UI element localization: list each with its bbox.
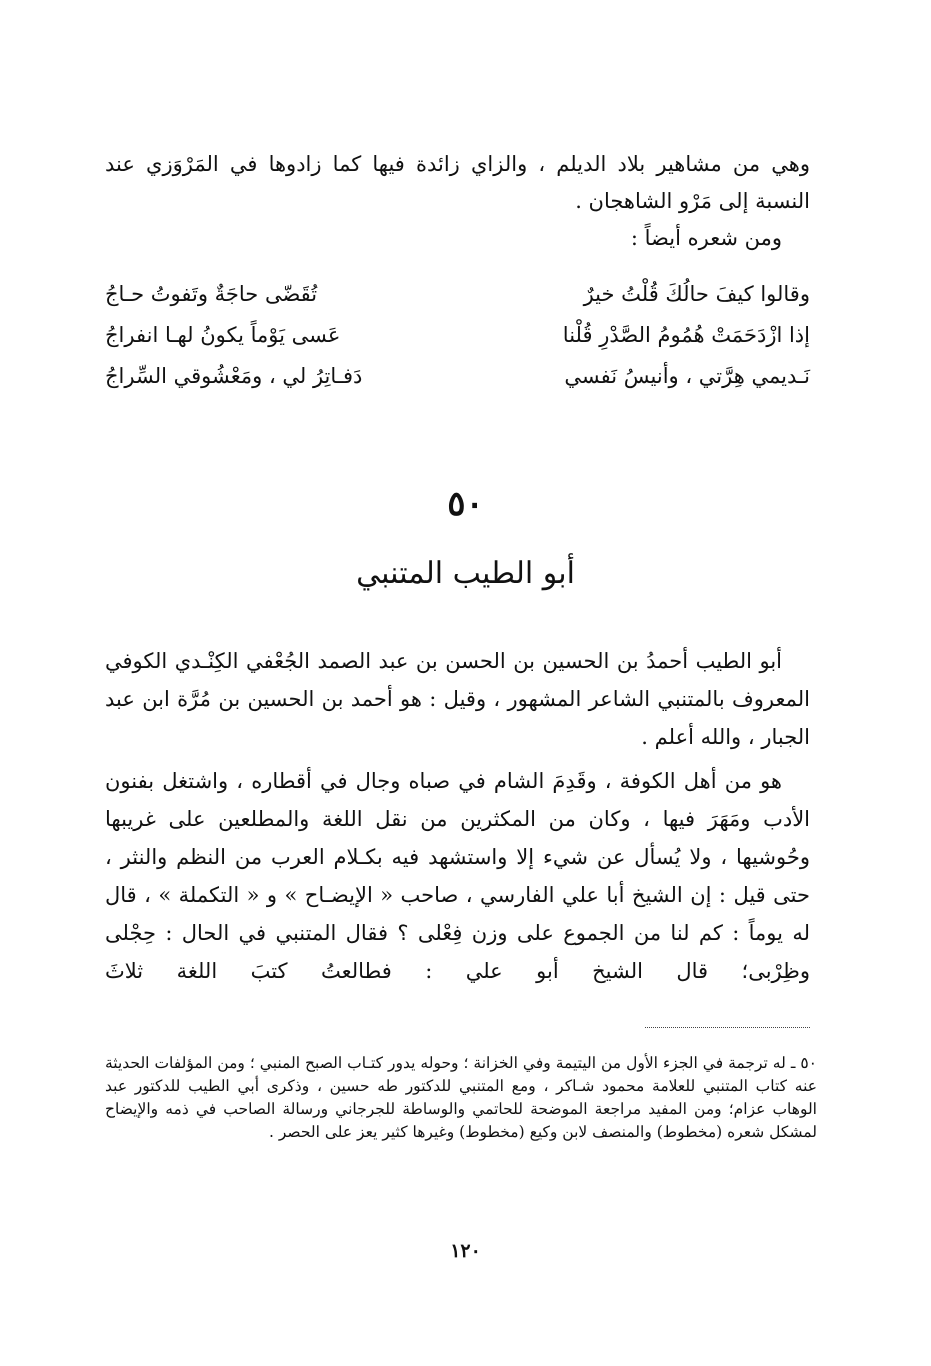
section-number: ٥٠ — [447, 484, 484, 524]
biography-paragraph: هو من أهل الكوفة ، وقَدِمَ الشام في صباه وجال في أقطاره ، واشتغل بفنون الأدب ومَهَرَ فيها ، وكان من المكثرين من نقل اللغة والمطلعين على غريبها وحُوشيها ، ولا يُسأل عن شيء إلا واستشهد فيه بكـلام العرب من النظم والنثر ، حتى قيل : إن الشيخ أبا علي الفارسي ، صاحب « الإيضـاح » و « التكملة » ، قال له يوماً : كم لنا من الجموع على وزن فِعْلى ؟ فقال المتنبي في الحال : حِجْلى وظِرْبى؛ قال الشيخ أبو علي : فطالعتُ كتبَ اللغة ثلاثَ — [105, 769, 810, 983]
footnote-text: ٥٠ ـ له ترجمة في الجزء الأول من اليتيمة وفي الخزانة ؛ وحوله يدور كتـاب الصبح المنبي ؛ ومن المؤلفات الحديثة عنه كتاب المتنبي للعلامة محمود شـاكر ، ومع المتنبي للدكتور طه حسين ، وذكرى أبي الطيب للدكتور عبد الوهاب عزام؛ ومن المفيد مراجعة الموضحة للحاتمي والوساطة للجرجاني ورسالة الصاحب في ذمه والإيضاح لمشكل شعره (مخطوط) والمنصف لابن وكيع (مخطوط) وغيرها كثير يعز على الحصر . — [105, 1054, 817, 1141]
verse-second-hemistich: تُقَضّى حاجَةٌ وتَفوتُ حـاجُ — [105, 282, 318, 306]
biography-text — [105, 642, 810, 990]
footnote — [105, 1052, 817, 1144]
verse-first-hemistich: نَـديمي هِرَّتي ، وأنيسُ نَفسي — [564, 364, 810, 388]
poem-verse — [105, 356, 810, 397]
intro-paragraph: وهي من مشاهير بلاد الديلم ، والزاي زائدة فيها كما زادوها في المَرْوَزي عند النسبة إلى مَرْو الشاهجان . — [105, 152, 810, 213]
verse-first-hemistich: وقالوا كيفَ حالُكَ قُلْتُ خيرٌ — [583, 282, 810, 306]
poem-verse — [105, 315, 810, 356]
page-number: ١٢٠ — [450, 1240, 481, 1262]
verse-second-hemistich: دَفـاتِرُ لي ، ومَعْشُوقي السِّراجُ — [105, 364, 363, 388]
poem — [105, 274, 810, 397]
intro-text — [105, 146, 810, 257]
biography-paragraph: أبو الطيب أحمدُ بن الحسين بن الحسن بن عبد الصمد الجُعْفي الكِنْـدي الكوفي المعروف بالمتنبي الشاعر المشهور ، وقيل : هو أحمد بن الحسين بن مُرَّة ابن عبد الجبار ، والله أعلم . — [105, 649, 810, 749]
poem-verse — [105, 274, 810, 315]
poem-introduction: ومن شعره أيضاً : — [630, 226, 782, 250]
verse-first-hemistich: إذا ازْدَحَمَتْ هُمُومُ الصَّدْرِ قُلْنا — [562, 323, 810, 347]
verse-second-hemistich: عَسى يَوْماً يكونُ لهـا انفراجُ — [105, 323, 341, 347]
footnote-divider — [645, 1027, 810, 1028]
section-title: أبو الطيب المتنبي — [356, 556, 575, 591]
